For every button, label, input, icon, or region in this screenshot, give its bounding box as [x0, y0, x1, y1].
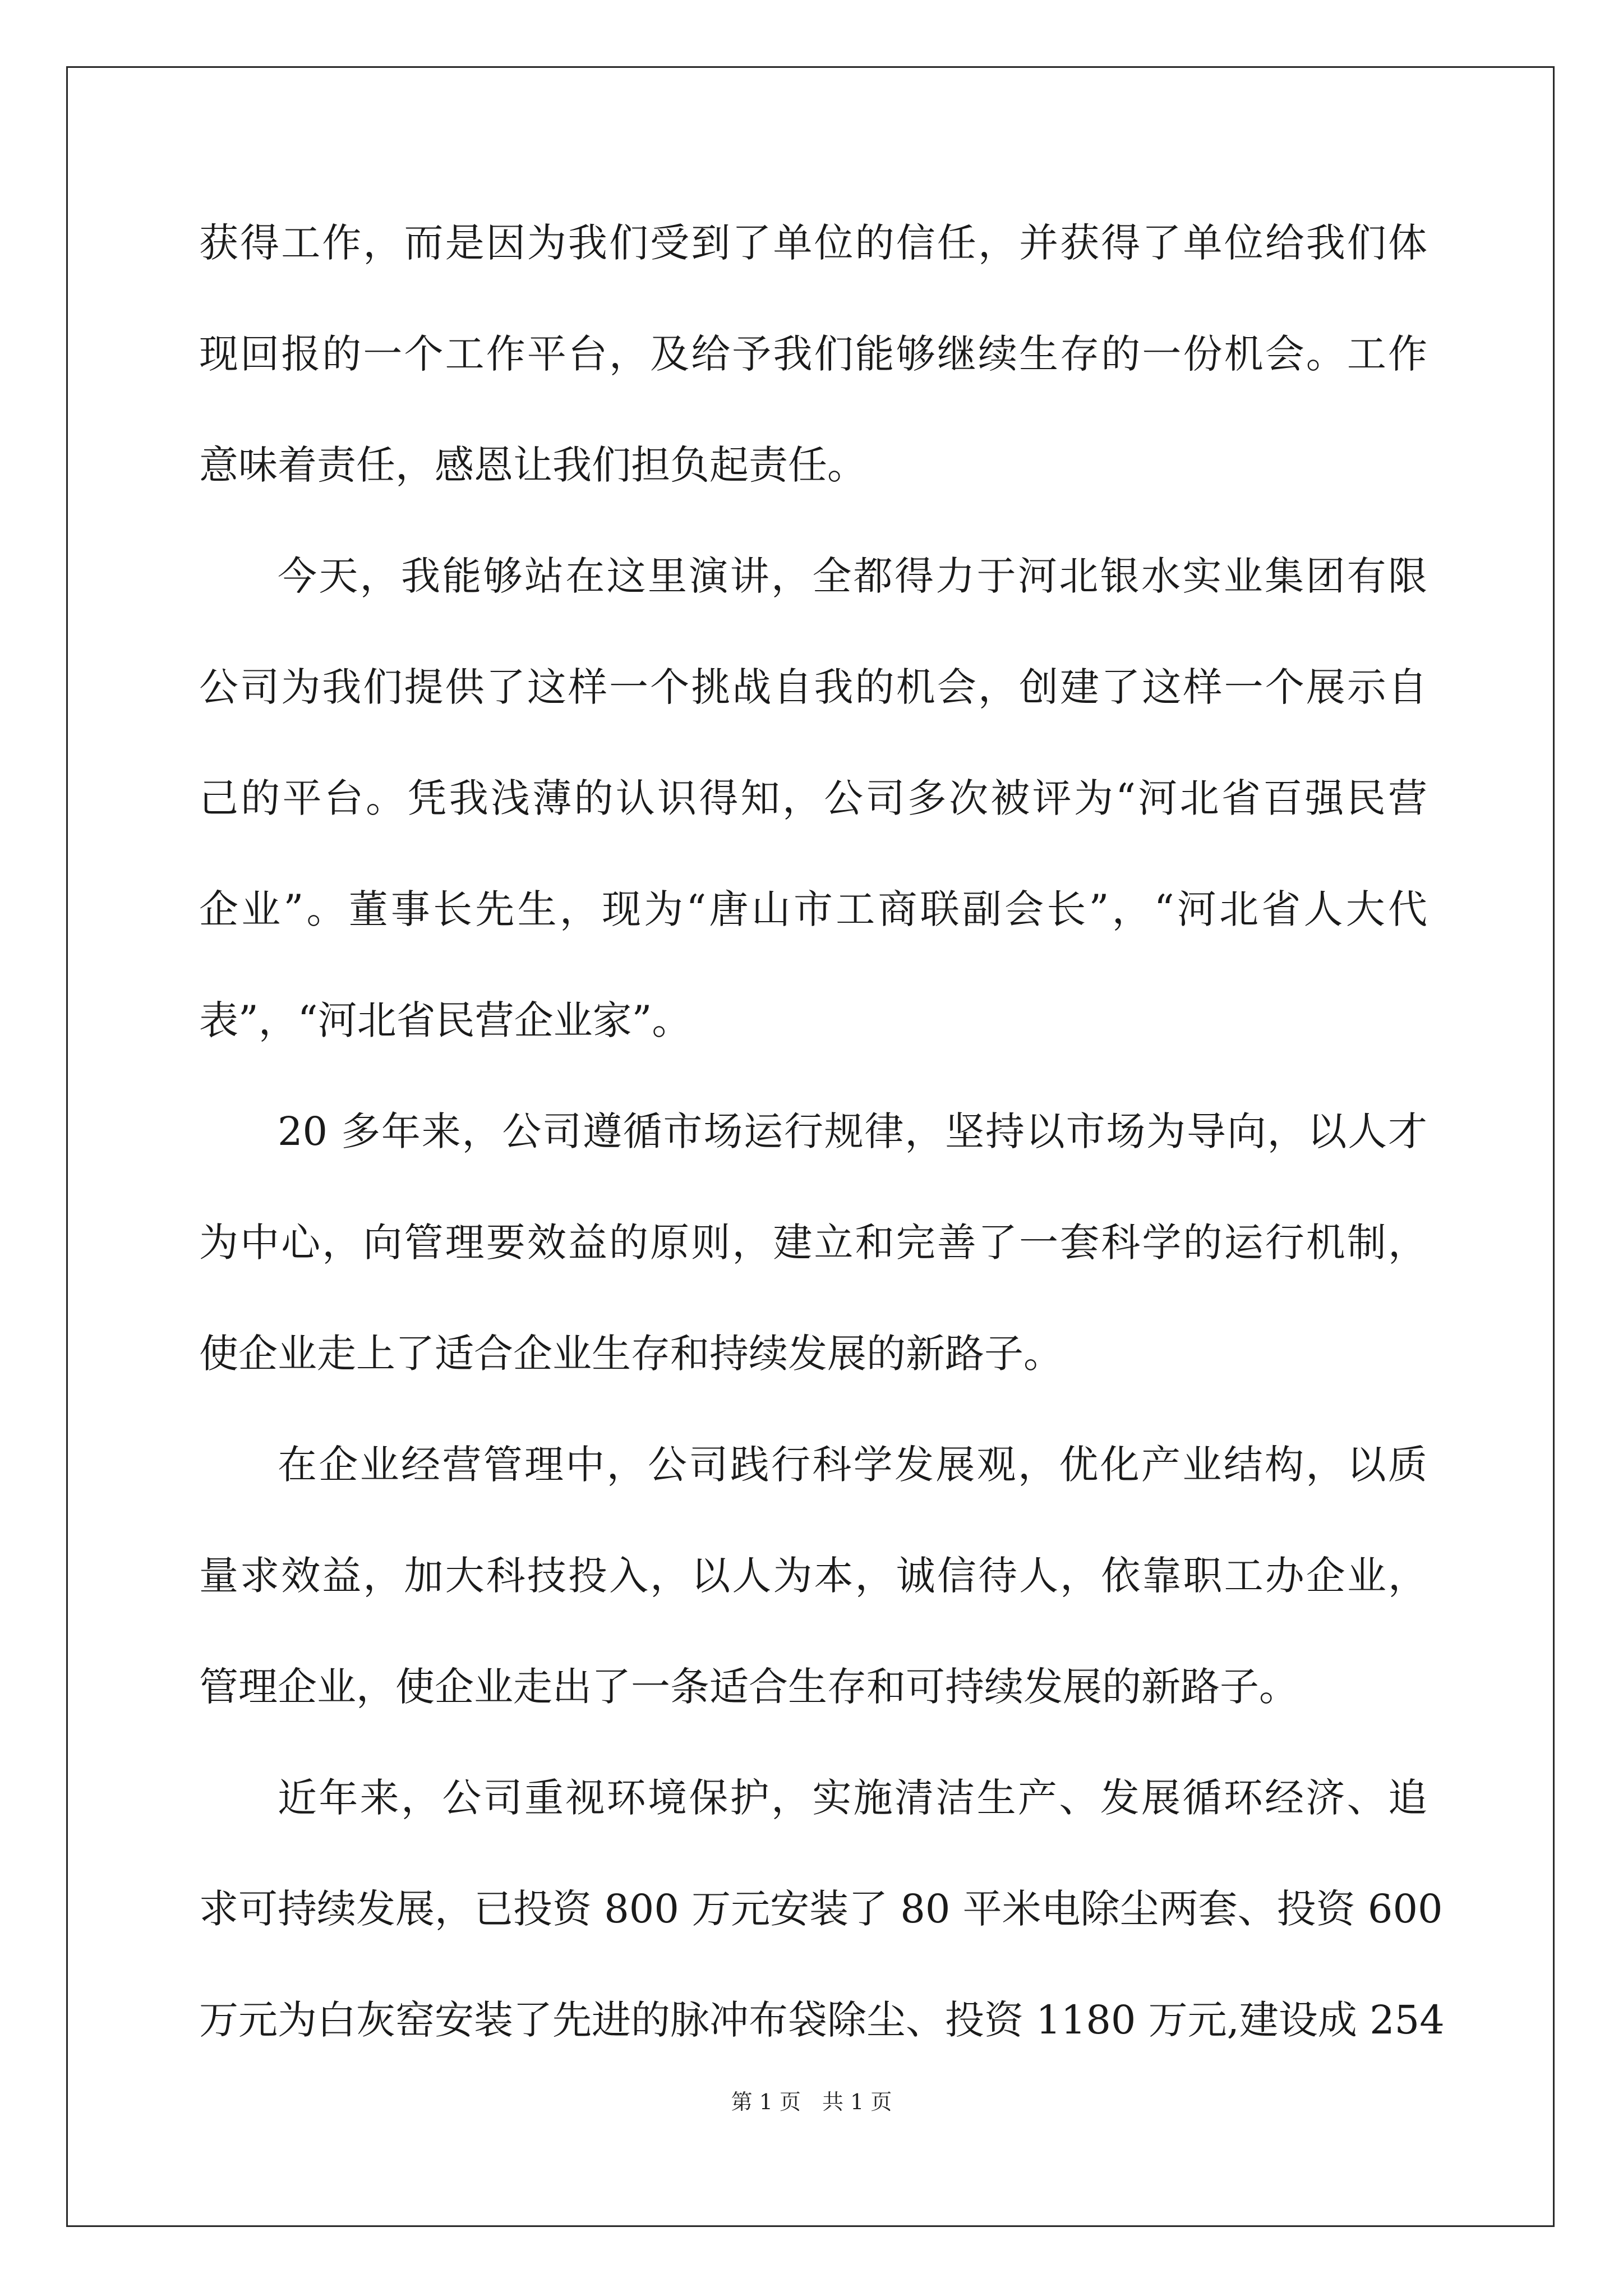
- text-line: 公司为我们提供了这样一个挑战自我的机会，创建了这样一个展示自: [199, 664, 1427, 710]
- text-line: 企业”。董事长先生，现为“唐山市工商联副会长”，“河北省人大代: [199, 886, 1427, 932]
- document-body: [199, 212, 1445, 2100]
- text-line: 求可持续发展，已投资 800 万元安装了 80 平米电除尘两套、投资 600: [199, 1886, 1443, 1932]
- text-line: 使企业走上了适合企业生存和持续发展的新路子。: [199, 1331, 1063, 1377]
- text-line: 今天，我能够站在这里演讲，全都得力于河北银水实业集团有限: [278, 553, 1427, 599]
- text-line: 20 多年来，公司遵循市场运行规律，坚持以市场为导向，以人才: [278, 1108, 1427, 1154]
- text-line: 万元为白灰窑安装了先进的脉冲布袋除尘、投资 1180 万元,建设成 254: [199, 1997, 1445, 2043]
- text-line: 现回报的一个工作平台，及给予我们能够继续生存的一份机会。工作: [199, 331, 1427, 377]
- text-line: 量求效益，加大科技投入，以人为本，诚信待人，依靠职工办企业，: [199, 1553, 1427, 1599]
- text-line: 在企业经营管理中，公司践行科学发展观，优化产业结构，以质: [278, 1442, 1427, 1488]
- text-line: 意味着责任，感恩让我们担负起责任。: [199, 442, 866, 488]
- text-line: 为中心，向管理要效益的原则，建立和完善了一套科学的运行机制，: [199, 1220, 1427, 1266]
- text-line: 表”，“河北省民营企业家”。: [199, 997, 691, 1043]
- text-line: 近年来，公司重视环境保护，实施清洁生产、发展循环经济、追: [278, 1775, 1427, 1821]
- page-number-footer: 第 1 页 共 1 页: [731, 2090, 892, 2114]
- text-line: 己的平台。凭我浅薄的认识得知，公司多次被评为“河北省百强民营: [199, 775, 1427, 821]
- text-line: 获得工作，而是因为我们受到了单位的信任，并获得了单位给我们体: [199, 220, 1427, 266]
- text-line: 管理企业，使企业走出了一条适合生存和可持续发展的新路子。: [199, 1664, 1298, 1710]
